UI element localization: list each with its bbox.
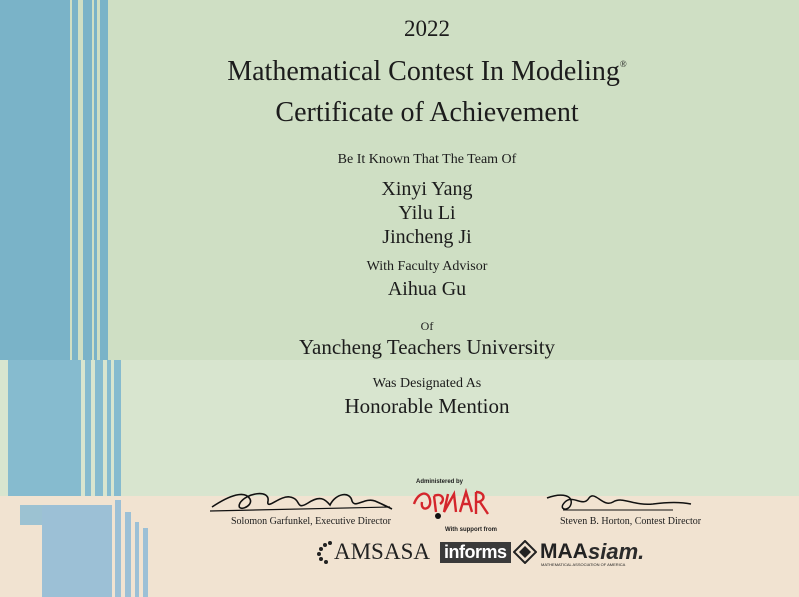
certificate-year: 2022 — [404, 16, 450, 41]
of-label: Of — [420, 319, 434, 333]
support-label: With support from — [445, 527, 497, 533]
designation-label: Was Designated As — [372, 376, 482, 391]
comap-logo — [410, 486, 490, 522]
informs-logo — [440, 537, 511, 567]
team-intro: Be It Known That The Team Of — [337, 152, 517, 167]
team-members — [0, 177, 799, 249]
contest-name-text: Mathematical Contest In Modeling — [227, 56, 620, 87]
siam-label: siam. — [588, 539, 645, 564]
ams-emblem-icon — [316, 539, 334, 565]
team-member: Yilu Li — [398, 202, 456, 224]
bottom-left-block — [20, 505, 42, 525]
bottom-left-block — [42, 505, 112, 597]
ams-logo — [316, 537, 384, 567]
university-name: Yancheng Teachers University — [298, 335, 556, 359]
team-member: Jincheng Ji — [382, 226, 472, 248]
left-stripe — [115, 500, 121, 597]
certificate-title: Certificate of Achievement — [275, 97, 579, 128]
informs-label: informs — [440, 542, 511, 563]
registered-mark: ® — [619, 59, 627, 69]
team-member: Xinyi Yang — [381, 178, 473, 200]
siam-logo — [588, 537, 644, 567]
advisor-label: With Faculty Advisor — [366, 259, 488, 274]
advisor-name: Aihua Gu — [387, 278, 467, 300]
ams-label: AMS — [334, 539, 384, 564]
left-stripe — [125, 512, 131, 597]
maa-emblem-icon — [513, 540, 537, 564]
asa-logo — [384, 537, 430, 567]
right-signatory-title: Steven B. Horton, Contest Director — [560, 516, 702, 527]
asa-label: ASA — [384, 539, 431, 564]
maa-label: MAA — [540, 540, 588, 563]
administered-by-label: Administered by — [416, 479, 464, 485]
left-stripe — [135, 522, 139, 597]
award-name: Honorable Mention — [344, 394, 510, 418]
maa-full-name: MATHEMATICAL ASSOCIATION OF AMERICA — [541, 562, 626, 567]
contest-name — [0, 56, 799, 88]
left-signatory-title: Solomon Garfunkel, Executive Director — [231, 516, 391, 527]
left-stripe — [143, 528, 148, 597]
